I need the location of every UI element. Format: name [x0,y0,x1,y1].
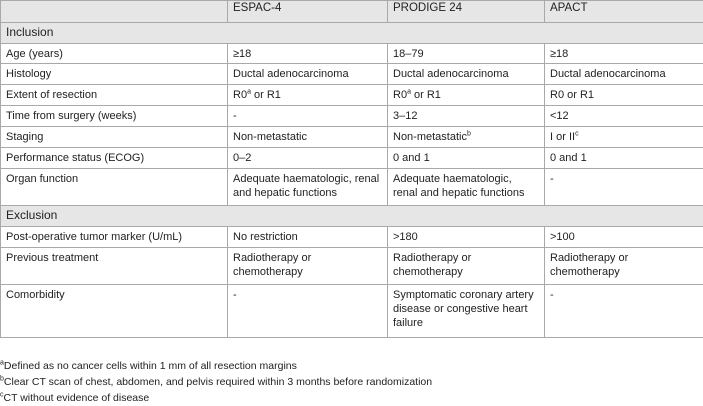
table-cell [545,127,703,148]
row-label: Histology [1,64,228,85]
table-row [1,106,703,127]
footnotes [0,358,432,406]
header-prodige24: PRODIGE 24 [388,1,545,23]
footnote-mark: b [0,376,4,383]
table-cell [545,44,703,64]
table-cell [228,248,388,285]
table-row [1,44,703,64]
footnote-mark: a [407,88,411,95]
table-cell [388,127,545,148]
cell-text: >180 [393,231,418,243]
table-cell [228,64,388,85]
row-label: Staging [1,127,228,148]
row-label: Organ function [1,169,228,206]
footnote-text: Defined as no cancer cells within 1 mm of all resection margins [4,360,297,372]
cell-text: 18–79 [393,48,424,60]
table-cell [545,148,703,169]
cell-text: ≥18 [550,48,568,60]
table-row [1,85,703,106]
cell-text: >100 [550,231,575,243]
footnote-mark: c [575,130,579,137]
cell-text: Radiotherapy or chemotherapy [233,252,311,278]
cell-text: Ductal adenocarcinoma [550,68,666,80]
table-cell [388,248,545,285]
table-cell [388,44,545,64]
footnote-mark: a [247,88,251,95]
table-cell [388,106,545,127]
cell-text: - [550,289,554,301]
footnote-text: Clear CT scan of chest, abdomen, and pelvis required within 3 months before randomization [4,376,432,388]
table-cell [228,106,388,127]
cell-text: - [550,173,554,185]
inclusion-section-label: Inclusion [1,23,703,44]
table-row [1,169,703,206]
cell-text: R0 or R1 [550,89,594,101]
table-cell [228,285,388,338]
table-cell [545,227,703,248]
row-label: Performance status (ECOG) [1,148,228,169]
cell-text: Radiotherapy or chemotherapy [393,252,471,278]
table-cell [388,285,545,338]
table-cell [388,85,545,106]
table-row [1,248,703,285]
cell-text: I or II [550,131,575,143]
table-cell [228,44,388,64]
row-label: Previous treatment [1,248,228,285]
inclusion-section-row [1,23,703,44]
table-cell [388,148,545,169]
table-cell [388,64,545,85]
cell-text: 3–12 [393,110,417,122]
footnote-mark: a [0,360,4,367]
header-apact: APACT [545,1,703,23]
cell-text: - [233,110,237,122]
table-cell [228,148,388,169]
cell-text: Ductal adenocarcinoma [233,68,349,80]
footnote-mark: c [0,392,4,399]
table-cell [228,85,388,106]
table-cell [545,85,703,106]
cell-text: Symptomatic coronary artery disease or congestive heart failure [393,289,534,329]
cell-text: ≥18 [233,48,251,60]
table-row [1,127,703,148]
cell-text: Adequate haematologic, renal and hepatic functions [233,173,379,199]
footnote-text: CT without evidence of disease [4,392,150,404]
row-label: Extent of resection [1,85,228,106]
table-cell [545,248,703,285]
footnote [0,374,432,390]
cell-text: Radiotherapy or chemotherapy [550,252,628,278]
exclusion-section-label: Exclusion [1,206,703,227]
exclusion-section-row [1,206,703,227]
table-row [1,285,703,338]
table-cell [228,127,388,148]
cell-text: - [233,289,237,301]
table-cell [388,227,545,248]
table-cell [228,169,388,206]
cell-text: Non-metastatic [233,131,307,143]
table-row [1,64,703,85]
row-label: Time from surgery (weeks) [1,106,228,127]
cell-text: No restriction [233,231,298,243]
cell-text: Ductal adenocarcinoma [393,68,509,80]
cell-text: R0 [393,89,407,101]
table-cell [228,227,388,248]
table-cell [388,169,545,206]
header-espac4: ESPAC-4 [228,1,388,23]
row-label: Age (years) [1,44,228,64]
table-cell [545,285,703,338]
table-row [1,148,703,169]
cell-text: <12 [550,110,569,122]
footnote [0,358,432,374]
row-label: Post-operative tumor marker (U/mL) [1,227,228,248]
cell-text-rest: or R1 [251,89,281,101]
table-row [1,227,703,248]
header-row [1,1,703,23]
cell-text: Adequate haematologic, renal and hepatic functions [393,173,524,199]
header-blank [1,1,228,23]
cell-text: Non-metastatic [393,131,467,143]
cell-text: 0 and 1 [393,152,430,164]
table-cell [545,64,703,85]
row-label: Comorbidity [1,285,228,338]
cell-text: 0–2 [233,152,251,164]
cell-text: 0 and 1 [550,152,587,164]
cell-text: R0 [233,89,247,101]
table-cell [545,169,703,206]
cell-text-rest: or R1 [411,89,441,101]
table-cell [545,106,703,127]
footnote-mark: b [467,130,471,137]
